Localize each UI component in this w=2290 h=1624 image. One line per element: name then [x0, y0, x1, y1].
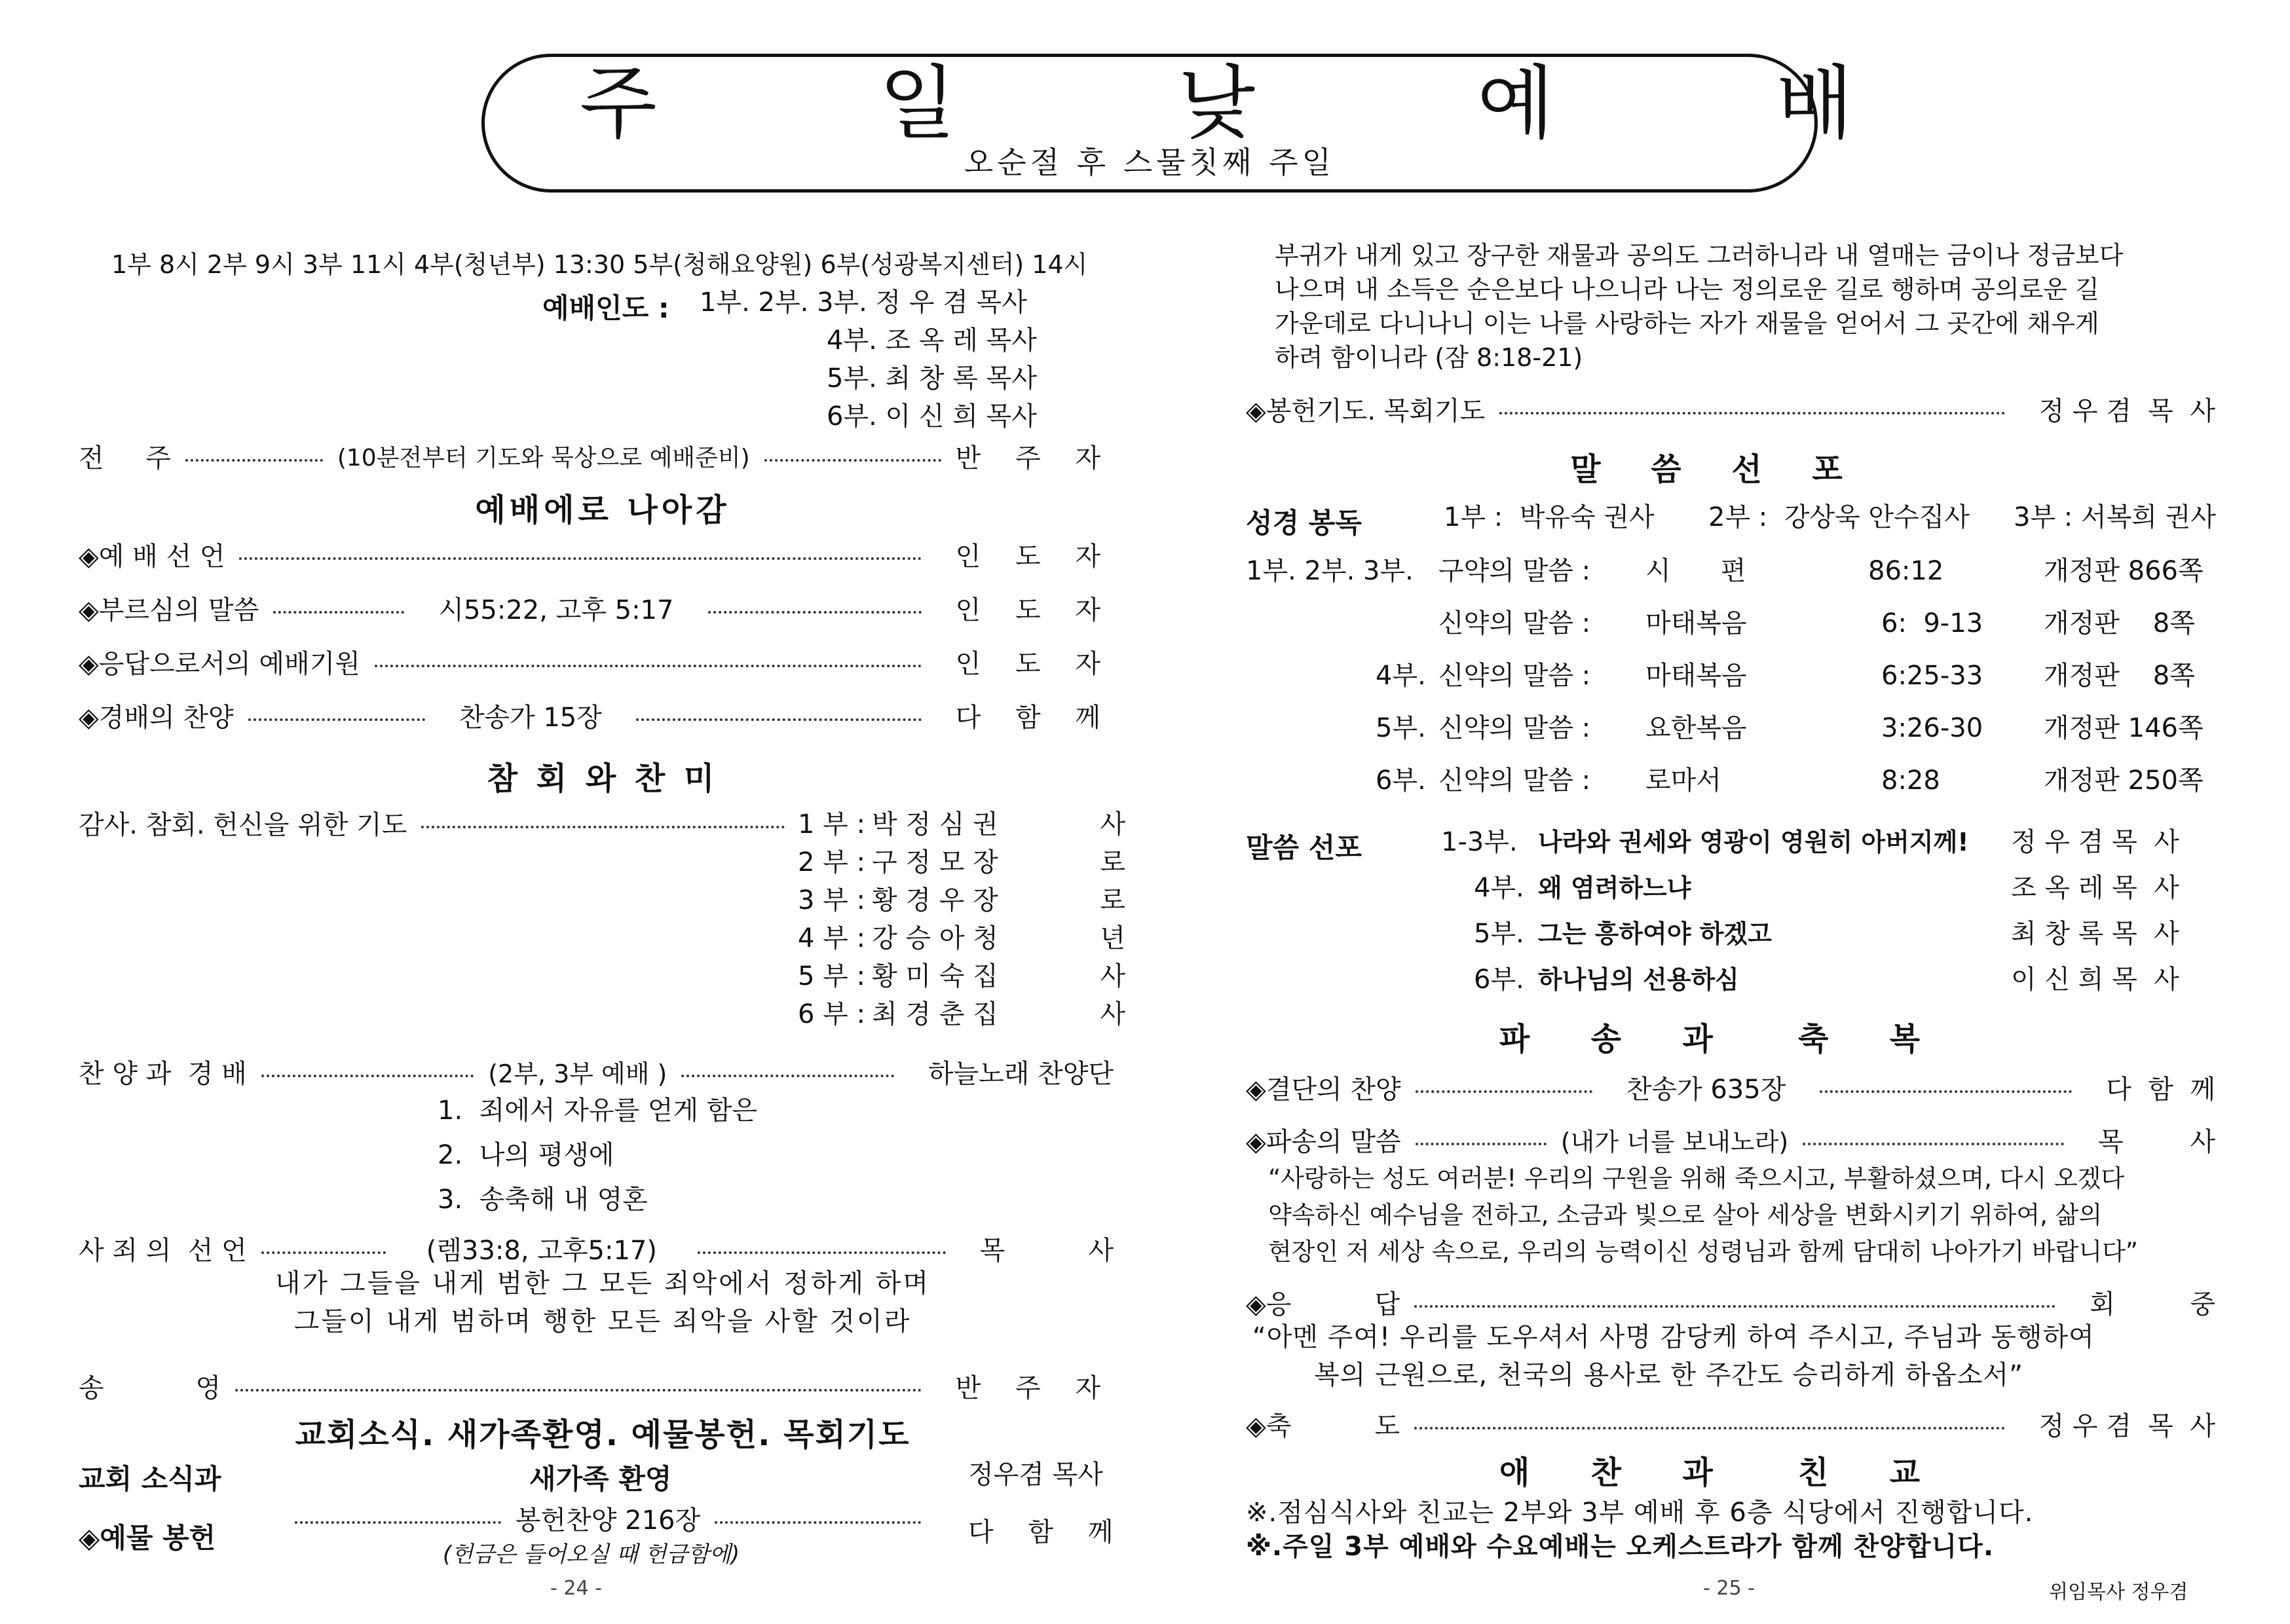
preacher: 정 우 겸 목 사 [2011, 827, 2179, 857]
title-suffix: 로 [1100, 885, 1125, 915]
section-heading: 예배에로 나아감 [475, 492, 730, 528]
part: 5부. [1376, 713, 1426, 743]
part: 1-3부. [1441, 827, 1518, 857]
sermon-label: 말씀 선포 [1246, 832, 1362, 864]
offering-prayer-label: ◈봉헌기도. 목회기도 [1246, 396, 1486, 426]
section-heading: 파 송 과 축 복 [1499, 1021, 1934, 1058]
item-who: 인 도 자 [955, 649, 1114, 679]
song-line: 1. 죄에서 자유를 얻게 함은 [438, 1096, 758, 1126]
news-label: 교회 소식과 [79, 1463, 221, 1495]
verse-line: 가운데로 다니나니 이는 나를 사랑하는 자가 재물을 얻어서 그 곳간에 채우게 [1275, 309, 2099, 338]
page-ref: 개정판 866쪽 [2044, 556, 2204, 586]
praise-worship-row [79, 1053, 1114, 1090]
preacher: 최 창 록 목 사 [2011, 919, 2179, 949]
item-label: ◈예 배 선 언 [79, 542, 225, 572]
leader-line: 1부. 2부. 3부. 정 우 겸 목사 [700, 287, 1027, 318]
absolution-label: 사 죄 의 선 언 [79, 1236, 247, 1266]
part: 6 부 : [798, 999, 865, 1029]
part: 4부. [1376, 661, 1426, 691]
prayer-label: 감사. 참회. 헌신을 위한 기도 [79, 810, 407, 840]
item-label: ◈부르심의 말씀 [79, 595, 259, 625]
item-who: 인 도 자 [955, 542, 1114, 572]
decision-row [1246, 1069, 2215, 1106]
name: 황 미 숙 집 [872, 961, 998, 991]
item-label: ◈응답으로서의 예배기원 [79, 649, 360, 679]
ref: 8:28 [1881, 766, 1940, 796]
name: 강 승 아 청 [872, 923, 998, 953]
notice-line: ※.주일 3부 예배와 수요예배는 오케스트라가 함께 찬양합니다. [1246, 1532, 1995, 1562]
title-suffix: 사 [1100, 809, 1125, 840]
offering-row [280, 1500, 935, 1537]
book: 마태복음 [1645, 661, 1747, 691]
book: 요한복음 [1645, 713, 1747, 743]
leader-line: 4부. 조 옥 레 목사 [827, 325, 1037, 356]
page-number-right: - 25 - [1703, 1577, 1755, 1600]
preacher: 이 신 희 목 사 [2011, 965, 2179, 995]
sending-text: 현장인 저 세상 속으로, 우리의 능력이신 성령님과 함께 담대히 나아가기 바랍니다” [1268, 1238, 2139, 1266]
title-suffix: 년 [1100, 923, 1125, 953]
sermon-title: 나라와 권세와 영광이 영원히 아버지께! [1538, 828, 1969, 857]
leader-line: 5부. 최 창 록 목사 [827, 363, 1037, 394]
list-item [798, 803, 1125, 841]
section-heading: 애 찬 과 친 교 [1499, 1454, 1934, 1491]
praise-who: 하늘노래 찬양단 [928, 1059, 1114, 1089]
name: 구 정 모 장 [872, 847, 998, 877]
list-item [798, 879, 1125, 917]
offering-prayer-who: 정 우 겸 목 사 [2038, 396, 2215, 426]
ref: 6:25-33 [1881, 661, 1983, 691]
sending-label: ◈파송의 말씀 [1246, 1127, 1401, 1157]
list-item [798, 841, 1125, 879]
service-times: 1부 8시 2부 9시 3부 11시 4부(청년부) 13:30 5부(청해요양원) 6부(성광복지센터) 14시 [111, 250, 1088, 279]
prayer-row [79, 804, 799, 841]
reading-row [1246, 765, 2215, 796]
offering-prayer-row [1246, 390, 2215, 428]
kind: 구약의 말씀 : [1438, 556, 1591, 586]
part: 4부. [1474, 873, 1524, 903]
reading-row [1246, 555, 2215, 587]
list-item [798, 993, 1125, 1031]
verse-line: 나으며 내 소득은 순은보다 나으니라 나는 정의로운 길로 행하며 공의로운 길 [1275, 275, 2099, 304]
sending-who: 목 사 [2098, 1127, 2215, 1157]
title-suffix: 로 [1100, 847, 1125, 877]
kind: 신약의 말씀 : [1438, 608, 1591, 638]
reader: 3부 : 서복희 권사 [2014, 502, 2216, 532]
response-row [1246, 1283, 2215, 1321]
notice-line: ※.점심식사와 친교는 2부와 3부 예배 후 6층 식당에서 진행합니다. [1246, 1498, 2034, 1528]
newfam-label: 새가족 환영 [529, 1463, 672, 1495]
call-row [79, 536, 1114, 573]
book: 마태복음 [1645, 608, 1747, 638]
page-ref: 개정판 8쪽 [2044, 661, 2195, 691]
name: 최 경 춘 집 [872, 999, 998, 1029]
page-title: 주 일 낮 예 배 [580, 57, 1952, 150]
absolution-text: 그들이 내게 범하며 행한 모든 죄악을 사할 것이라 [293, 1306, 912, 1337]
praise-label: 찬 양 과 경 배 [79, 1059, 247, 1089]
part: 2 부 : [798, 847, 865, 877]
decision-label: ◈결단의 찬양 [1246, 1075, 1401, 1105]
reading-label: 성경 봉독 [1246, 507, 1362, 539]
name: 황 경 우 장 [872, 885, 998, 915]
sending-row [1246, 1121, 2215, 1158]
news-who: 정우겸 목사 [968, 1460, 1103, 1490]
offering-label: ◈예물 봉헌 [79, 1522, 216, 1554]
section-heading: 참 회 와 찬 미 [487, 760, 719, 797]
list-item [798, 917, 1125, 955]
prelude-row [79, 437, 1114, 475]
book: 시 편 [1645, 556, 1746, 586]
part: 1부. 2부. 3부. [1246, 556, 1414, 586]
prelude-label: 전 주 [79, 443, 171, 473]
verse-line: 하려 함이니라 (잠 8:18-21) [1275, 343, 1583, 372]
kind: 신약의 말씀 : [1438, 766, 1591, 796]
book: 로마서 [1645, 766, 1721, 796]
response-label: ◈응 답 [1246, 1289, 1400, 1320]
praise-row [79, 697, 1114, 734]
sending-text: 약속하신 예수님을 전하고, 소금과 빛으로 살아 세상을 변화시키기 위하여, 삶의 [1268, 1201, 2103, 1229]
part: 6부. [1474, 965, 1524, 995]
decision-mid: 찬송가 635장 [1626, 1075, 1786, 1105]
song-line: 3. 송축해 내 영혼 [438, 1185, 648, 1215]
sermon-row [1246, 872, 2215, 904]
response-text: “아멘 주여! 우리를 도우셔서 사명 감당케 하여 주시고, 주님과 동행하여 [1252, 1322, 2095, 1352]
calling-word-row [79, 589, 1114, 627]
section-heading: 교회소식. 새가족환영. 예물봉헌. 목회기도 [295, 1416, 910, 1453]
reading-row [1246, 660, 2215, 692]
decision-who: 다 함 께 [2106, 1075, 2215, 1105]
item-mid: 시55:22, 고후 5:17 [438, 595, 674, 625]
section-heading: 말 씀 선 포 [1570, 451, 1862, 488]
item-who: 다 함 께 [955, 703, 1114, 733]
title-suffix: 사 [1100, 999, 1125, 1029]
part: 5부. [1474, 919, 1524, 949]
name: 박 정 심 권 [872, 809, 998, 840]
page-ref: 개정판 8쪽 [2044, 608, 2195, 638]
sermon-row [1246, 918, 2215, 950]
verse-line: 부귀가 내게 있고 장구한 재물과 공의도 그러하니라 내 열매는 금이나 정금보다 [1275, 241, 2124, 270]
absolution-mid: (렘33:8, 고후5:17) [426, 1236, 657, 1266]
doxology-who: 반 주 자 [955, 1373, 1114, 1403]
part: 1 부 : [798, 809, 865, 840]
praise-mid: (2부, 3부 예배 ) [488, 1060, 667, 1088]
title-suffix: 사 [1100, 961, 1125, 991]
sermon-title: 하나님의 선용하심 [1538, 965, 1739, 994]
item-label: ◈경배의 찬양 [79, 703, 234, 733]
ref: 6: 9-13 [1881, 608, 1983, 638]
reader: 2부 : 강상욱 안수집사 [1708, 502, 1970, 532]
absolution-who: 목 사 [979, 1236, 1114, 1266]
list-item [798, 955, 1125, 993]
offering-who: 다 함 께 [968, 1517, 1127, 1547]
prelude-note: (10분전부터 기도와 묵상으로 예배준비) [337, 445, 750, 471]
sending-text: “사랑하는 성도 여러분! 우리의 구원을 위해 죽으시고, 부활하셨으며, 다시 오겠다 [1268, 1164, 2125, 1192]
footer-signature: 위임목사 정우겸 [2049, 1581, 2188, 1604]
benediction-who: 정 우 겸 목 사 [2038, 1411, 2215, 1441]
prelude-who: 반 주 자 [955, 443, 1114, 473]
item-who: 인 도 자 [955, 595, 1114, 625]
kind: 신약의 말씀 : [1438, 713, 1591, 743]
absolution-text: 내가 그들을 내게 범한 그 모든 죄악에서 정하게 하며 [274, 1268, 931, 1299]
leaders-label: 예배인도 : [542, 292, 669, 324]
part: 4 부 : [798, 923, 865, 953]
page-number-left: - 24 - [550, 1577, 602, 1600]
part: 3 부 : [798, 885, 865, 915]
sermon-row [1246, 826, 2215, 858]
sermon-title: 왜 염려하느냐 [1538, 874, 1691, 902]
doxology-label: 송 영 [79, 1373, 221, 1403]
sermon-row [1246, 964, 2215, 995]
benediction-row [1246, 1405, 2215, 1443]
reading-row [1246, 712, 2215, 744]
offering-note: (헌금은 들어오실 때 헌금함에) [443, 1541, 740, 1568]
reading-row [1246, 608, 2215, 639]
ref: 86:12 [1868, 556, 1944, 586]
page-ref: 개정판 250쪽 [2044, 766, 2204, 796]
prayer-list [798, 803, 1125, 1031]
leader-line: 6부. 이 신 희 목사 [827, 401, 1037, 432]
item-mid: 찬송가 15장 [459, 703, 602, 733]
sending-mid: (내가 너를 보내노라) [1560, 1128, 1789, 1156]
response-who: 회 중 [2090, 1289, 2215, 1320]
page-subtitle: 오순절 후 스물칫째 주일 [964, 145, 1336, 180]
kind: 신약의 말씀 : [1438, 661, 1591, 691]
ref: 3:26-30 [1881, 713, 1983, 743]
absolution-row [79, 1230, 1114, 1267]
page-ref: 개정판 146쪽 [2044, 713, 2204, 743]
part: 5 부 : [798, 961, 865, 991]
sermon-title: 그는 흥하여야 하겠고 [1538, 919, 1772, 948]
reader: 1부 : 박유숙 권사 [1444, 502, 1655, 532]
benediction-label: ◈축 도 [1246, 1411, 1400, 1441]
offering-mid: 봉헌찬양 216장 [515, 1505, 701, 1536]
invocation-row [79, 643, 1114, 680]
part: 6부. [1376, 766, 1426, 796]
song-line: 2. 나의 평생에 [438, 1140, 614, 1170]
doxology-row [79, 1367, 1114, 1405]
preacher: 조 옥 레 목 사 [2011, 873, 2179, 903]
response-text: 복의 근원으로, 천국의 용사로 한 주간도 승리하게 하옵소서” [1314, 1360, 2023, 1390]
